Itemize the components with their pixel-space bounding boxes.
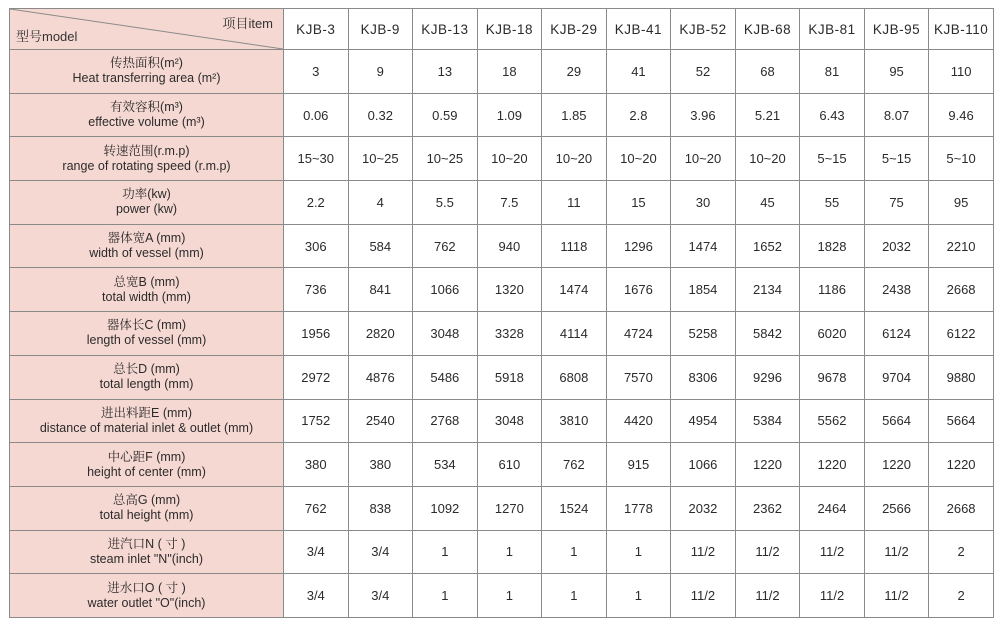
value-cell: 30 (671, 181, 736, 225)
table-body (10, 50, 994, 618)
value-cell: 762 (284, 486, 349, 530)
row-label-cell (10, 355, 284, 399)
row-label-cell (10, 443, 284, 487)
value-cell: 3/4 (284, 574, 349, 618)
row-label-en: distance of material inlet & outlet (mm) (39, 420, 254, 435)
row-label-zh: 进汽口N ( 寸 ) (107, 536, 186, 551)
value-cell: 11/2 (671, 530, 736, 574)
value-cell: 2032 (864, 224, 929, 268)
value-cell: 534 (413, 443, 478, 487)
value-cell: 9704 (864, 355, 929, 399)
value-cell: 10~20 (542, 137, 607, 181)
value-cell: 10~25 (348, 137, 413, 181)
value-cell: 11/2 (864, 574, 929, 618)
value-cell: 6.43 (800, 93, 865, 137)
row-label-zh: 转速范围(r.m.p) (103, 143, 190, 158)
value-cell: 81 (800, 50, 865, 94)
value-cell: 2.8 (606, 93, 671, 137)
value-cell: 5.21 (735, 93, 800, 137)
value-cell: 2768 (413, 399, 478, 443)
row-label-cell (10, 574, 284, 618)
table-row (10, 486, 994, 530)
value-cell: 55 (800, 181, 865, 225)
value-cell: 1220 (800, 443, 865, 487)
value-cell: 95 (864, 50, 929, 94)
value-cell: 2 (929, 530, 994, 574)
value-cell: 2 (929, 574, 994, 618)
row-label-zh: 器体长C (mm) (106, 318, 187, 333)
value-cell: 1 (477, 574, 542, 618)
value-cell: 3/4 (284, 530, 349, 574)
value-cell: 6808 (542, 355, 607, 399)
value-cell: 3/4 (348, 530, 413, 574)
corner-header-cell (10, 9, 284, 50)
model-header-cell: KJB-9 (348, 9, 413, 50)
value-cell: 10~20 (671, 137, 736, 181)
value-cell: 1 (413, 574, 478, 618)
value-cell: 7.5 (477, 181, 542, 225)
value-cell: 1270 (477, 486, 542, 530)
value-cell: 3048 (413, 312, 478, 356)
row-label-en: range of rotating speed (r.m.p) (62, 158, 231, 173)
value-cell: 6020 (800, 312, 865, 356)
model-header-cell: KJB-95 (864, 9, 929, 50)
value-cell: 1474 (671, 224, 736, 268)
value-cell: 5842 (735, 312, 800, 356)
value-cell: 7570 (606, 355, 671, 399)
row-label-cell (10, 50, 284, 94)
model-header-cell: KJB-41 (606, 9, 671, 50)
row-label-en: effective volume (m³) (88, 115, 205, 130)
table-row (10, 355, 994, 399)
value-cell: 2362 (735, 486, 800, 530)
row-label-cell (10, 312, 284, 356)
table-row (10, 443, 994, 487)
row-label-en: Heat transferring area (m²) (72, 71, 221, 86)
row-label-en: total length (mm) (99, 377, 194, 392)
value-cell: 4954 (671, 399, 736, 443)
value-cell: 18 (477, 50, 542, 94)
row-label-cell (10, 93, 284, 137)
value-cell: 2.2 (284, 181, 349, 225)
model-header-cell: KJB-68 (735, 9, 800, 50)
value-cell: 52 (671, 50, 736, 94)
value-cell: 11/2 (735, 530, 800, 574)
row-label-zh: 功率(kw) (122, 187, 171, 202)
value-cell: 5486 (413, 355, 478, 399)
value-cell: 1828 (800, 224, 865, 268)
value-cell: 10~20 (606, 137, 671, 181)
value-cell: 0.32 (348, 93, 413, 137)
value-cell: 1 (606, 574, 671, 618)
row-label-en: width of vessel (mm) (89, 246, 204, 261)
value-cell: 45 (735, 181, 800, 225)
table-row (10, 312, 994, 356)
table-row (10, 93, 994, 137)
value-cell: 1220 (735, 443, 800, 487)
value-cell: 1118 (542, 224, 607, 268)
row-label-cell (10, 137, 284, 181)
table-row (10, 50, 994, 94)
value-cell: 1676 (606, 268, 671, 312)
row-label-cell (10, 181, 284, 225)
value-cell: 3.96 (671, 93, 736, 137)
value-cell: 1 (413, 530, 478, 574)
row-label-en: length of vessel (mm) (86, 333, 207, 348)
row-label-en: power (kw) (115, 202, 178, 217)
row-label-zh: 总宽B (mm) (113, 274, 180, 289)
value-cell: 3 (284, 50, 349, 94)
value-cell: 9.46 (929, 93, 994, 137)
model-header-cell: KJB-81 (800, 9, 865, 50)
value-cell: 1320 (477, 268, 542, 312)
value-cell: 11/2 (671, 574, 736, 618)
value-cell: 6124 (864, 312, 929, 356)
value-cell: 380 (284, 443, 349, 487)
value-cell: 3048 (477, 399, 542, 443)
row-label-cell (10, 486, 284, 530)
row-label-cell (10, 530, 284, 574)
value-cell: 11/2 (800, 530, 865, 574)
row-label-en: height of center (mm) (87, 464, 206, 479)
value-cell: 2438 (864, 268, 929, 312)
value-cell: 762 (542, 443, 607, 487)
value-cell: 1186 (800, 268, 865, 312)
value-cell: 2668 (929, 268, 994, 312)
value-cell: 1 (542, 574, 607, 618)
value-cell: 306 (284, 224, 349, 268)
value-cell: 4876 (348, 355, 413, 399)
value-cell: 8306 (671, 355, 736, 399)
row-label-en: water outlet "O"(inch) (87, 595, 206, 610)
value-cell: 15 (606, 181, 671, 225)
value-cell: 762 (413, 224, 478, 268)
spec-table-container (9, 8, 993, 618)
value-cell: 6122 (929, 312, 994, 356)
value-cell: 75 (864, 181, 929, 225)
row-label-en: total width (mm) (102, 289, 191, 304)
value-cell: 0.06 (284, 93, 349, 137)
model-header-cell: KJB-13 (413, 9, 478, 50)
value-cell: 1778 (606, 486, 671, 530)
model-header-cell: KJB-52 (671, 9, 736, 50)
value-cell: 5~15 (864, 137, 929, 181)
header-row (10, 9, 994, 50)
value-cell: 10~20 (477, 137, 542, 181)
value-cell: 610 (477, 443, 542, 487)
value-cell: 95 (929, 181, 994, 225)
value-cell: 5.5 (413, 181, 478, 225)
value-cell: 1 (542, 530, 607, 574)
value-cell: 2820 (348, 312, 413, 356)
row-label-zh: 进出料距E (mm) (101, 405, 192, 420)
value-cell: 1956 (284, 312, 349, 356)
value-cell: 15~30 (284, 137, 349, 181)
row-label-cell (10, 268, 284, 312)
value-cell: 940 (477, 224, 542, 268)
value-cell: 3810 (542, 399, 607, 443)
table-row (10, 181, 994, 225)
corner-item-label: 项目item (222, 16, 273, 31)
row-label-zh: 进水口O ( 寸 ) (107, 580, 186, 595)
value-cell: 1854 (671, 268, 736, 312)
row-label-cell (10, 224, 284, 268)
row-label-zh: 中心距F (mm) (107, 449, 186, 464)
row-label-zh: 有效容积(m³) (110, 100, 183, 115)
value-cell: 4114 (542, 312, 607, 356)
value-cell: 4724 (606, 312, 671, 356)
value-cell: 110 (929, 50, 994, 94)
value-cell: 10~25 (413, 137, 478, 181)
row-label-zh: 传热面积(m²) (110, 56, 183, 71)
value-cell: 1220 (864, 443, 929, 487)
value-cell: 13 (413, 50, 478, 94)
spec-table (9, 8, 994, 618)
table-row (10, 574, 994, 618)
value-cell: 5384 (735, 399, 800, 443)
value-cell: 41 (606, 50, 671, 94)
table-row (10, 530, 994, 574)
value-cell: 1296 (606, 224, 671, 268)
value-cell: 9678 (800, 355, 865, 399)
row-label-zh: 总长D (mm) (113, 362, 180, 377)
value-cell: 1652 (735, 224, 800, 268)
value-cell: 5562 (800, 399, 865, 443)
value-cell: 29 (542, 50, 607, 94)
value-cell: 1092 (413, 486, 478, 530)
value-cell: 3328 (477, 312, 542, 356)
row-label-en: total height (mm) (99, 508, 194, 523)
value-cell: 5918 (477, 355, 542, 399)
table-row (10, 224, 994, 268)
row-label-en: steam inlet "N"(inch) (89, 551, 204, 566)
value-cell: 10~20 (735, 137, 800, 181)
row-label-zh: 总高G (mm) (112, 493, 181, 508)
value-cell: 1524 (542, 486, 607, 530)
value-cell: 5258 (671, 312, 736, 356)
value-cell: 9296 (735, 355, 800, 399)
value-cell: 736 (284, 268, 349, 312)
value-cell: 5664 (929, 399, 994, 443)
table-row (10, 399, 994, 443)
value-cell: 2032 (671, 486, 736, 530)
value-cell: 2540 (348, 399, 413, 443)
value-cell: 2134 (735, 268, 800, 312)
corner-model-label: 型号model (16, 29, 78, 44)
value-cell: 1066 (413, 268, 478, 312)
value-cell: 11/2 (800, 574, 865, 618)
model-header-cell: KJB-29 (542, 9, 607, 50)
value-cell: 1.09 (477, 93, 542, 137)
value-cell: 4 (348, 181, 413, 225)
value-cell: 3/4 (348, 574, 413, 618)
value-cell: 5~10 (929, 137, 994, 181)
value-cell: 11 (542, 181, 607, 225)
table-row (10, 137, 994, 181)
value-cell: 2210 (929, 224, 994, 268)
value-cell: 2566 (864, 486, 929, 530)
value-cell: 11/2 (864, 530, 929, 574)
value-cell: 1220 (929, 443, 994, 487)
value-cell: 2464 (800, 486, 865, 530)
value-cell: 915 (606, 443, 671, 487)
value-cell: 5664 (864, 399, 929, 443)
value-cell: 1 (606, 530, 671, 574)
row-label-zh: 器体宽A (mm) (107, 231, 186, 246)
value-cell: 5~15 (800, 137, 865, 181)
value-cell: 8.07 (864, 93, 929, 137)
model-header-cell: KJB-110 (929, 9, 994, 50)
value-cell: 11/2 (735, 574, 800, 618)
value-cell: 4420 (606, 399, 671, 443)
value-cell: 1.85 (542, 93, 607, 137)
model-header-cell: KJB-3 (284, 9, 349, 50)
value-cell: 68 (735, 50, 800, 94)
value-cell: 0.59 (413, 93, 478, 137)
row-label-cell (10, 399, 284, 443)
value-cell: 1 (477, 530, 542, 574)
value-cell: 1752 (284, 399, 349, 443)
model-header-cell: KJB-18 (477, 9, 542, 50)
value-cell: 380 (348, 443, 413, 487)
value-cell: 1474 (542, 268, 607, 312)
value-cell: 2972 (284, 355, 349, 399)
value-cell: 9 (348, 50, 413, 94)
value-cell: 2668 (929, 486, 994, 530)
value-cell: 1066 (671, 443, 736, 487)
value-cell: 584 (348, 224, 413, 268)
table-row (10, 268, 994, 312)
value-cell: 841 (348, 268, 413, 312)
value-cell: 9880 (929, 355, 994, 399)
value-cell: 838 (348, 486, 413, 530)
